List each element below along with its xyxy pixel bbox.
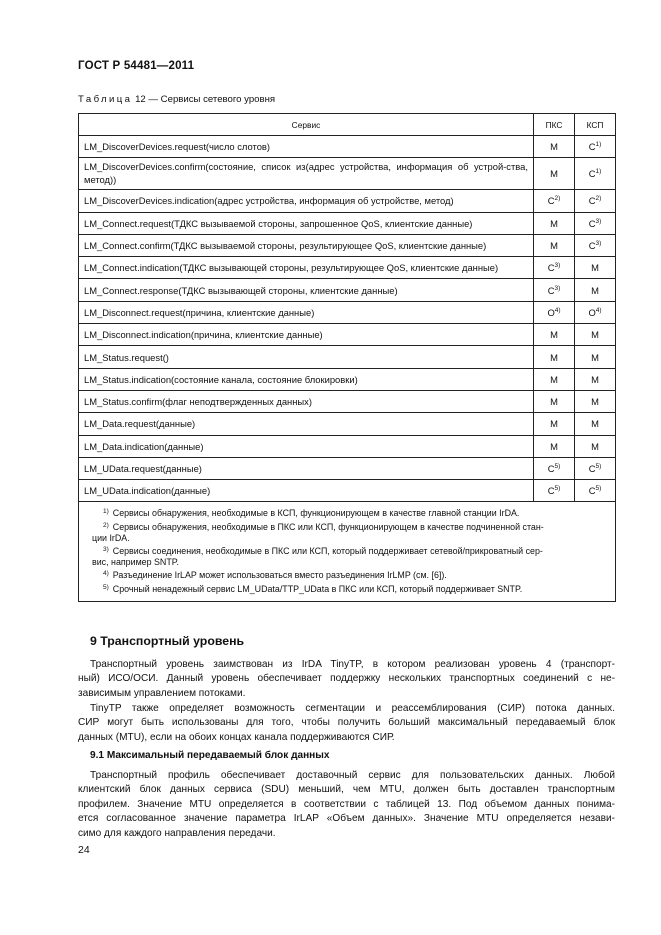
ksp-cell: $C^{1)}$ — [575, 136, 616, 158]
ksp-cell: M — [575, 257, 616, 279]
table-notes — [79, 502, 616, 601]
table-row — [79, 324, 616, 346]
pks-cell: M — [534, 234, 575, 256]
pks-cell: M — [534, 324, 575, 346]
pks-cell: $C^{3)}$ — [534, 279, 575, 301]
ksp-cell: M — [575, 413, 616, 435]
pks-cell: M — [534, 390, 575, 412]
section-paragraph-2: TinyTP также определяет возможность сегментации и реассемблирования (СИР) потока данных. СИР могут быть использованы для того, чтобы получить больший максимальный передаваемый блок данных (MTU), если на обоих концах канала поддерживаются СИР. — [78, 703, 615, 743]
service-cell: LM_Status.indication(состояние канала, состояние блокировки) — [79, 368, 534, 390]
table-row — [79, 158, 616, 190]
table-row — [79, 480, 616, 502]
pks-cell: M — [534, 346, 575, 368]
service-cell: LM_Connect.response(ТДКС вызывающей стороны, клиентские данные) — [79, 279, 534, 301]
ksp-cell: M — [575, 324, 616, 346]
service-cell: LM_Data.request(данные) — [79, 413, 534, 435]
pks-cell: M — [534, 368, 575, 390]
section-paragraph-1: Транспортный уровень заимствован из IrDA TinyTP, в котором реализован уровень 4 (транспорт- ный) ИСО/ОСИ. Данный уровень обеспечивает поддержку нескольких транспортных соединений с не- зависимым управлением потоками. — [78, 659, 615, 699]
table-note: 4) Разъединение IrLAP может использоваться вместо разъединения IrLMP (см. [6]). — [103, 570, 447, 581]
pks-cell: M — [534, 435, 575, 457]
subsection-title: 9.1 Максимальный передаваемый блок данных — [90, 750, 330, 761]
service-cell: LM_Disconnect.request(причина, клиентские данные) — [79, 301, 534, 323]
table-row — [79, 390, 616, 412]
table-row — [79, 212, 616, 234]
table-row — [79, 346, 616, 368]
pks-cell: M — [534, 413, 575, 435]
table-row — [79, 368, 616, 390]
pks-cell: M — [534, 136, 575, 158]
ksp-cell: $C^{5)}$ — [575, 457, 616, 479]
table-note: 1) Сервисы обнаружения, необходимые в КСП, функционирующем в качестве главной станции IrDA. — [103, 508, 520, 519]
ksp-cell: $C^{5)}$ — [575, 480, 616, 502]
table-notes-row — [79, 502, 616, 601]
service-cell: LM_UData.indication(данные) — [79, 480, 534, 502]
service-cell: LM_DiscoverDevices.request(число слотов) — [79, 136, 534, 158]
service-cell: LM_Disconnect.indication(причина, клиентские данные) — [79, 324, 534, 346]
table-note: 3) Сервисы соединения, необходимые в ПКС или КСП, который поддерживает сетевой/прикроватный сер- вис, например SNTP. — [92, 546, 543, 568]
ksp-cell: M — [575, 346, 616, 368]
service-cell: LM_Connect.confirm(ТДКС вызываемой стороны, результирующее QoS, клиентские данные) — [79, 234, 534, 256]
table-row — [79, 136, 616, 158]
page-number: 24 — [78, 844, 90, 856]
table-row — [79, 279, 616, 301]
services-table — [78, 113, 616, 602]
table-row — [79, 413, 616, 435]
table-row — [79, 301, 616, 323]
ksp-cell: M — [575, 279, 616, 301]
pks-cell: $C^{5)}$ — [534, 457, 575, 479]
ksp-cell: $C^{2)}$ — [575, 190, 616, 212]
ksp-cell: M — [575, 390, 616, 412]
document-code: ГОСТ Р 54481—2011 — [78, 60, 195, 72]
service-cell: LM_Data.indication(данные) — [79, 435, 534, 457]
service-cell: LM_UData.request(данные) — [79, 457, 534, 479]
ksp-cell: $O^{4)}$ — [575, 301, 616, 323]
table-note: 5) Срочный ненадежный сервис LM_UData/TTP_UData в ПКС или КСП, который поддерживает SNTP. — [103, 583, 523, 594]
column-header-ksp: КСП — [575, 114, 616, 136]
table-caption-text: 12 — Сервисы сетевого уровня — [132, 94, 276, 105]
ksp-cell: $C^{3)}$ — [575, 212, 616, 234]
pks-cell: $C^{3)}$ — [534, 257, 575, 279]
table-row — [79, 190, 616, 212]
column-header-service: Сервис — [79, 114, 534, 136]
table-row — [79, 435, 616, 457]
subsection-paragraph: Транспортный профиль обеспечивает доставочный сервис для пользовательских данных. Любой клиентский блок данных сервиса (SDU) меньший, чем MTU, должен быть доставлен транспортным профилем. Значение MTU определяется в соответствии с таблицей 13. Под объемом данных понима- ется согласованное значение параметра IrLAP «Объем данных». Значение MTU определяется незави- симо для каждого направления передачи. — [78, 770, 615, 839]
service-cell: LM_Status.confirm(флаг неподтвержденных данных) — [79, 390, 534, 412]
section-title: 9 Транспортный уровень — [90, 634, 245, 648]
table-row — [79, 257, 616, 279]
service-cell: LM_Status.request() — [79, 346, 534, 368]
column-header-pks: ПКС — [534, 114, 575, 136]
table-row — [79, 234, 616, 256]
ksp-cell: $C^{3)}$ — [575, 234, 616, 256]
ksp-cell: M — [575, 368, 616, 390]
table-row — [79, 457, 616, 479]
table-caption-label: Таблица — [78, 94, 133, 105]
ksp-cell: $C^{1)}$ — [575, 158, 616, 190]
service-cell: LM_Connect.indication(ТДКС вызывающей стороны, результирующее QoS, клиентские данные) — [79, 257, 534, 279]
pks-cell: $O^{4)}$ — [534, 301, 575, 323]
table-note: 2) Сервисы обнаружения, необходимые в ПКС или КСП, функционирующем в качестве подчиненной стан- ции IrDA. — [92, 521, 544, 543]
service-cell: LM_Connect.request(ТДКС вызываемой стороны, запрошенное QoS, клиентские данные) — [79, 212, 534, 234]
pks-cell: $C^{2)}$ — [534, 190, 575, 212]
pks-cell: M — [534, 212, 575, 234]
pks-cell: $C^{5)}$ — [534, 480, 575, 502]
table-header-row — [79, 114, 616, 136]
pks-cell: M — [534, 158, 575, 190]
table-caption — [78, 94, 275, 105]
service-cell: LM_DiscoverDevices.indication(адрес устройства, информация об устройстве, метод) — [79, 190, 534, 212]
service-cell: LM_DiscoverDevices.confirm(состояние, список из(адрес устройства, информация об устрой-ства, метод)) — [79, 158, 534, 190]
ksp-cell: M — [575, 435, 616, 457]
